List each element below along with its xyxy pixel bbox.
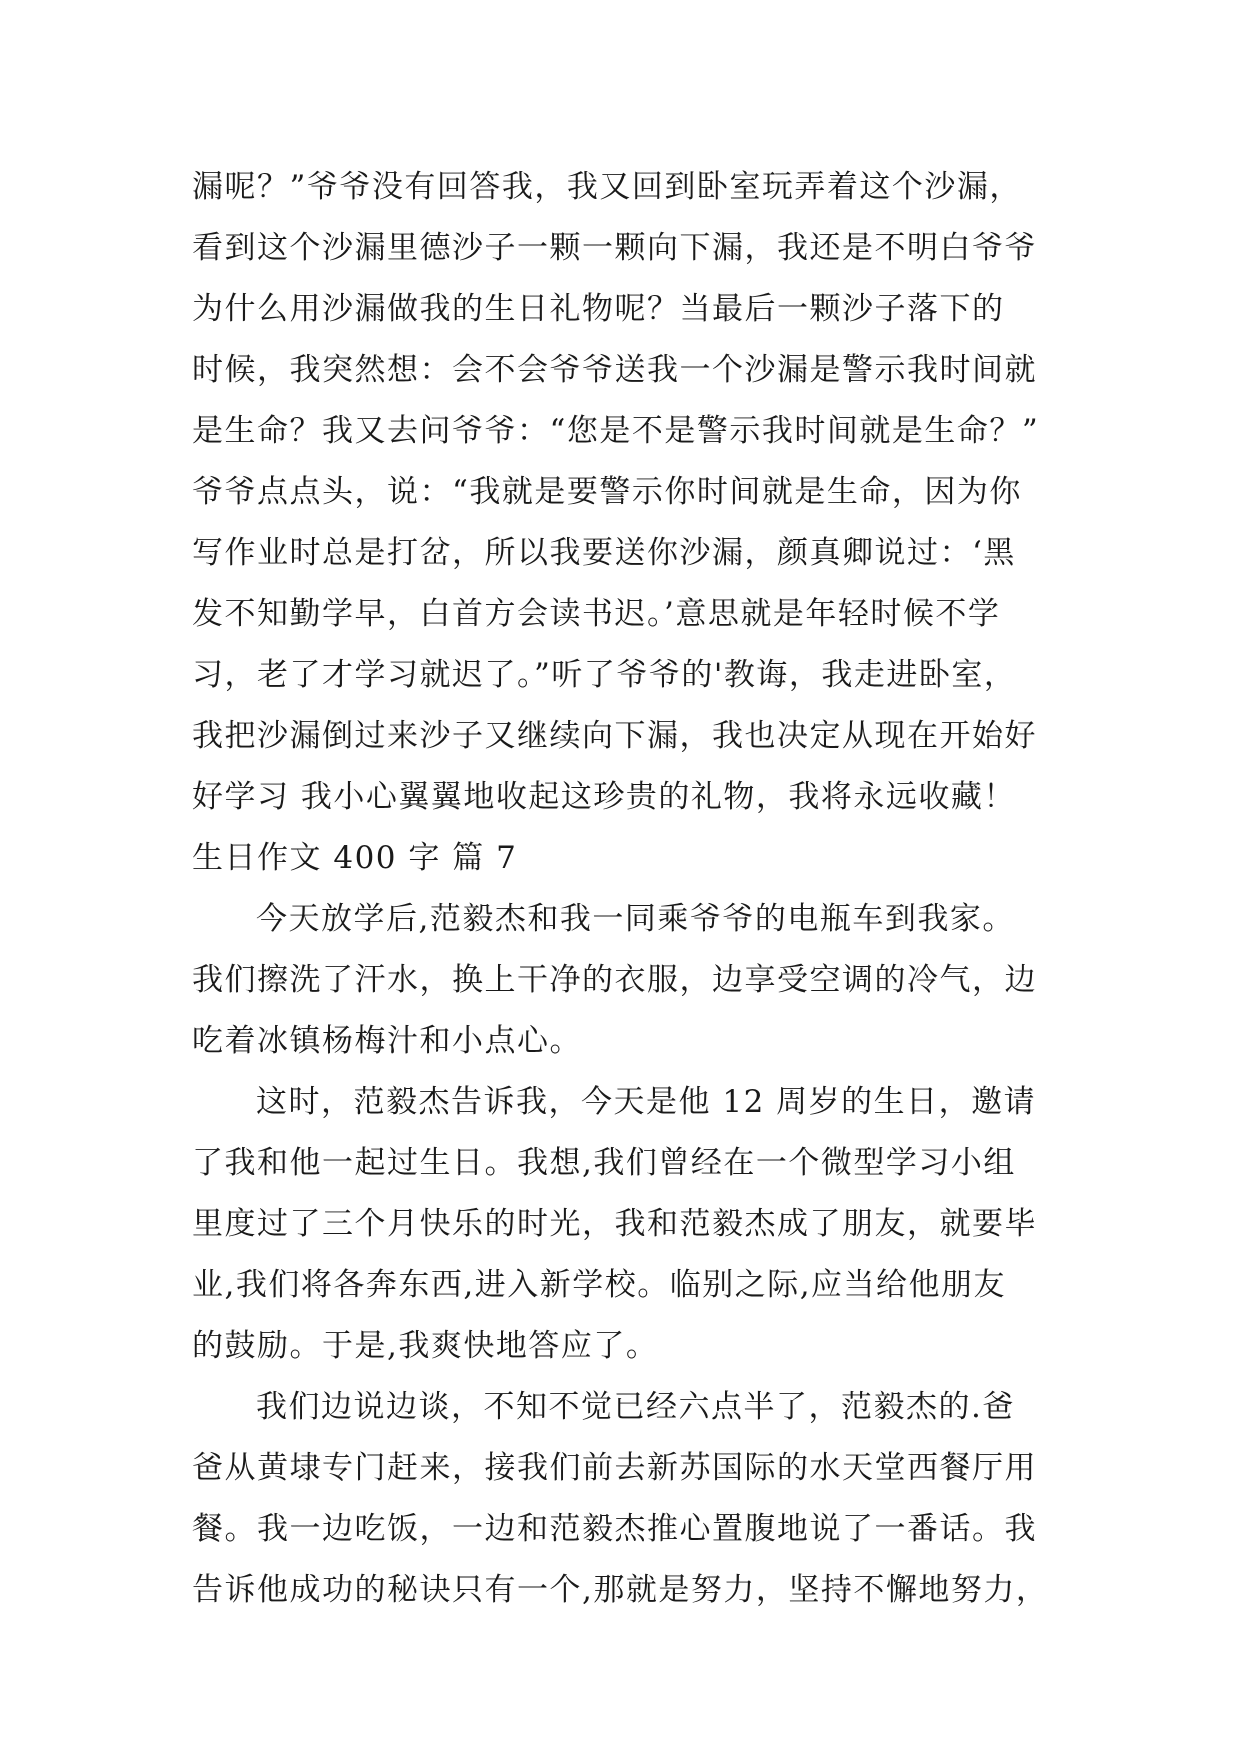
text-line: 里度过了三个月快乐的时光，我和范毅杰成了朋友，就要毕: [192, 1206, 1037, 1242]
text-line: 是生命？我又去问爷爷：“您是不是警示我时间就是生命？”: [192, 413, 1040, 449]
text-line: 看到这个沙漏里德沙子一颗一颗向下漏，我还是不明白爷爷: [192, 230, 1037, 266]
text-line: 餐。我一边吃饭，一边和范毅杰推心置腹地说了一番话。我: [192, 1511, 1037, 1547]
section-heading: 生日作文 400 字 篇 7: [192, 840, 518, 876]
text-line: 爸从黄埭专门赶来，接我们前去新苏国际的水天堂西餐厅用: [192, 1450, 1037, 1486]
text-line: 好学习 我小心翼翼地收起这珍贵的礼物，我将永远收藏！: [192, 779, 1016, 815]
text-line: 时候，我突然想：会不会爷爷送我一个沙漏是警示我时间就: [192, 352, 1037, 388]
text-line: 爷爷点点头，说：“我就是要警示你时间就是生命，因为你: [192, 474, 1022, 510]
paragraph-start-line: 今天放学后,范毅杰和我一同乘爷爷的电瓶车到我家。: [256, 901, 1015, 937]
text-line: 的鼓励。于是,我爽快地答应了。: [192, 1328, 659, 1364]
text-line: 为什么用沙漏做我的生日礼物呢？当最后一颗沙子落下的: [192, 291, 1005, 327]
paragraph-start-line: 这时，范毅杰告诉我，今天是他 12 周岁的生日，邀请: [256, 1084, 1037, 1120]
text-line: 业,我们将各奔东西,进入新学校。临别之际,应当给他朋友: [192, 1267, 1007, 1303]
text-line: 漏呢？”爷爷没有回答我，我又回到卧室玩弄着这个沙漏，: [192, 169, 1022, 205]
text-line: 发不知勤学早，白首方会读书迟。’意思就是年轻时候不学: [192, 596, 1001, 632]
text-line: 了我和他一起过生日。我想,我们曾经在一个微型学习小组: [192, 1145, 1016, 1181]
paragraph-start-line: 我们边说边谈，不知不觉已经六点半了，范毅杰的.爸: [256, 1389, 1015, 1425]
text-line: 习，老了才学习就迟了。”听了爷爷的'教诲，我走进卧室，: [192, 657, 1017, 693]
text-line: 告诉他成功的秘诀只有一个,那就是努力，坚持不懈地努力，: [192, 1572, 1049, 1608]
text-line: 写作业时总是打岔，所以我要送你沙漏，颜真卿说过：‘黑: [192, 535, 1016, 571]
text-line: 我们擦洗了汗水，换上干净的衣服，边享受空调的冷气，边: [192, 962, 1037, 998]
text-line: 我把沙漏倒过来沙子又继续向下漏，我也决定从现在开始好: [192, 718, 1037, 754]
text-line: 吃着冰镇杨梅汁和小点心。: [192, 1023, 582, 1059]
essay-text: [192, 157, 1072, 1621]
